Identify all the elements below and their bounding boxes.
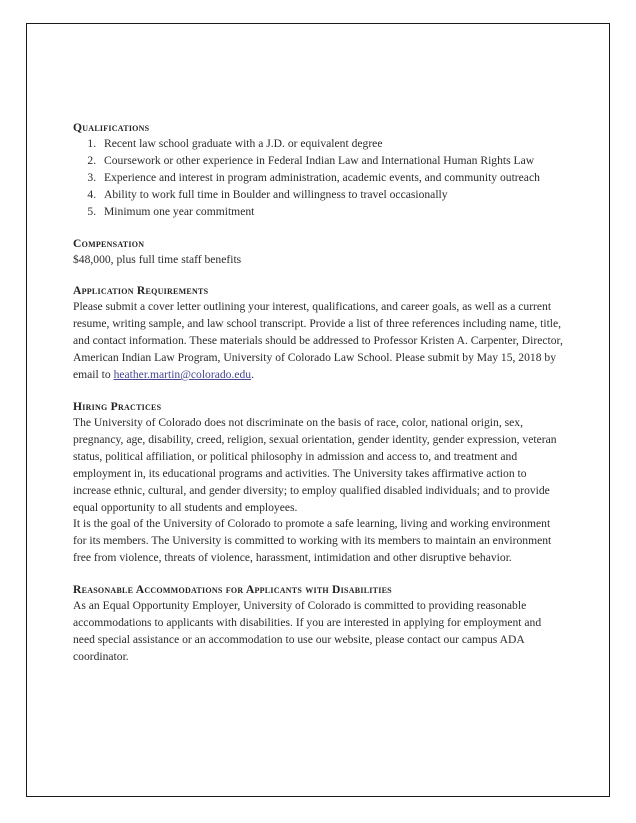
list-item: 3. Experience and interest in program administration, academic events, and community outreach bbox=[99, 170, 565, 187]
section-qualifications bbox=[73, 120, 565, 221]
heading-qualifications: Qualifications bbox=[73, 121, 150, 134]
heading-hiring-practices: Hiring Practices bbox=[73, 399, 162, 413]
compensation-text: $48,000, plus full time staff benefits bbox=[73, 252, 242, 266]
application-requirements-text bbox=[73, 299, 565, 384]
list-item: 1. Recent law school graduate with a J.D. or equivalent degree bbox=[99, 136, 565, 153]
section-compensation bbox=[73, 236, 565, 269]
reasonable-accommodations-text: As an Equal Opportunity Employer, University of Colorado is committed to providing reasonable accommodations to applicants with disabilities. If you are interested in applying for employment and need special assistance or an accommodation to use our website, please contact our campus ADA coordinator. bbox=[73, 599, 542, 663]
list-item: 4. Ability to work full time in Boulder and willingness to travel occasionally bbox=[99, 187, 565, 204]
qualifications-list bbox=[73, 136, 565, 221]
section-reasonable-accommodations bbox=[73, 582, 565, 666]
heading-reasonable-accommodations: Reasonable Accommodations for Applicants with Disabilities bbox=[73, 583, 392, 597]
hiring-practices-paragraph: The University of Colorado does not discriminate on the basis of race, color, national origin, sex, pregnancy, age, disability, creed, religion, sexual orientation, gender identity, gender expression, veteran status, political affiliation, or political philosophy in admission and access to, and treatment and employment in, its educational programs and activities. The University takes affirmative action to increase ethnic, cultural, and gender diversity; to employ qualified disabled individuals; and to provide equal opportunity to all students and employees. bbox=[73, 415, 557, 514]
application-text-lead: Please submit a cover letter outlining your interest, qualifications, and career goals, as well as a current resume, writing sample, and law school transcript. Provide a list of three references including name, title, and contact information. These materials should be addressed to Professor Kristen A. Carpenter, Director, American Indian Law Program, University of Colorado Law School. Please submit by May 15, 2018 by email to bbox=[73, 300, 563, 382]
hiring-practices-paragraph: It is the goal of the University of Colorado to promote a safe learning, living and working environment for its members. The University is committed to working with its members to maintain an environment free from violence, threats of violence, harassment, intimidation and other disruptive behavior. bbox=[73, 517, 552, 565]
heading-application-requirements: Application Requirements bbox=[73, 284, 209, 298]
list-item: 2. Coursework or other experience in Federal Indian Law and International Human Rights Law bbox=[99, 153, 565, 170]
application-text-trail: . bbox=[251, 368, 254, 382]
section-hiring-practices bbox=[73, 399, 565, 567]
heading-compensation: Compensation bbox=[73, 236, 145, 250]
section-application-requirements bbox=[73, 283, 565, 384]
document-body bbox=[73, 120, 565, 681]
list-item: 5. Minimum one year commitment bbox=[99, 204, 565, 221]
page-frame bbox=[26, 23, 610, 797]
email-link[interactable]: heather.martin@colorado.edu bbox=[113, 368, 252, 382]
